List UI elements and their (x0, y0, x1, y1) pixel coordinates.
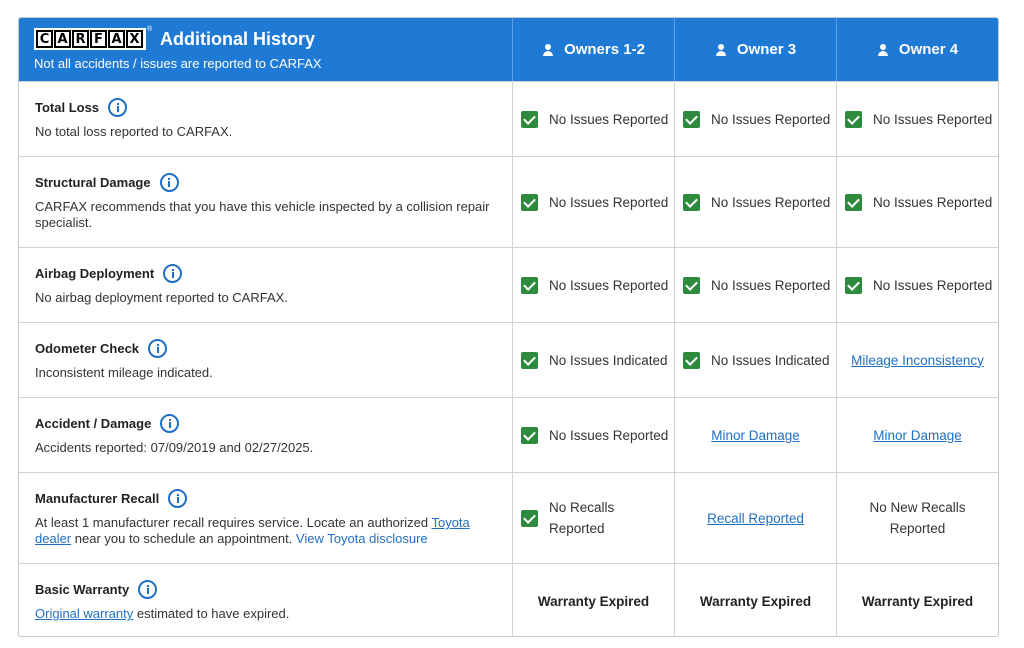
desc-text: At least 1 manufacturer recall requires service. Locate an authorized (35, 515, 432, 530)
check-icon (845, 277, 862, 294)
status-text: No Issues Reported (873, 194, 993, 210)
row-label-cell (19, 322, 513, 397)
check-icon (845, 194, 862, 211)
person-icon (542, 44, 554, 56)
row-title: Total Loss (35, 100, 100, 115)
status-cell (513, 397, 675, 472)
status-cell (837, 397, 998, 472)
recall-reported-link[interactable]: Recall Reported (707, 510, 804, 526)
logo-letter: A (108, 30, 125, 48)
row-label-cell (19, 563, 513, 637)
status-text: No Issues Reported (549, 427, 669, 443)
status-cell (675, 322, 837, 397)
status-cell (513, 472, 675, 563)
check-icon (683, 111, 700, 128)
status-cell (513, 322, 675, 397)
status-text: No Issues Reported (711, 111, 831, 127)
owner-column-3 (837, 18, 998, 81)
status-line: No New Recalls (869, 500, 966, 515)
info-icon[interactable] (160, 173, 179, 192)
header-brand-cell (19, 18, 513, 81)
status-cell (675, 247, 837, 322)
row-label-cell (19, 247, 513, 322)
status-text (549, 497, 614, 539)
toyota-disclosure-link[interactable]: View Toyota disclosure (295, 531, 428, 546)
row-label-cell (19, 81, 513, 156)
check-icon (683, 352, 700, 369)
status-text: Warranty Expired (537, 593, 650, 609)
check-icon (521, 277, 538, 294)
info-icon[interactable] (163, 264, 182, 283)
row-description: No airbag deployment reported to CARFAX. (35, 290, 288, 305)
person-icon (877, 44, 889, 56)
status-cell (675, 156, 837, 247)
person-icon (715, 44, 727, 56)
status-cell (513, 156, 675, 247)
row-total-loss (19, 81, 998, 156)
row-label (35, 339, 167, 358)
row-label (35, 264, 182, 283)
row-label-cell (19, 156, 513, 247)
mileage-inconsistency-link[interactable]: Mileage Inconsistency (851, 352, 984, 368)
check-icon (521, 111, 538, 128)
info-icon[interactable] (168, 489, 187, 508)
status-line: No Recalls (549, 500, 615, 515)
logo-letter: X (126, 30, 143, 48)
row-label (35, 414, 179, 433)
brand-row (34, 28, 315, 50)
status-cell (513, 81, 675, 156)
info-icon[interactable] (138, 580, 157, 599)
row-description (35, 606, 289, 622)
check-icon (683, 194, 700, 211)
status-cell (513, 563, 675, 637)
status-cell (837, 81, 998, 156)
row-title: Basic Warranty (35, 582, 130, 597)
owner-column-2 (675, 18, 837, 81)
row-airbag-deployment (19, 247, 998, 322)
row-label-cell (19, 397, 513, 472)
owner-label: Owners 1-2 (564, 41, 645, 58)
check-icon (683, 277, 700, 294)
carfax-logo (34, 26, 152, 50)
desc-text: estimated to have expired. (133, 606, 290, 621)
desc-text: near you to schedule an appointment. (71, 531, 296, 546)
status-cell (837, 472, 998, 563)
row-accident-damage (19, 397, 998, 472)
row-label (35, 173, 179, 192)
logo-letter: C (36, 30, 53, 48)
row-description: Inconsistent mileage indicated. (35, 365, 213, 380)
info-icon[interactable] (108, 98, 127, 117)
status-cell (837, 156, 998, 247)
info-icon[interactable] (148, 339, 167, 358)
additional-history-table (18, 17, 999, 637)
row-title: Accident / Damage (35, 416, 152, 431)
owner-label: Owner 4 (898, 41, 959, 58)
registered-mark: ® (146, 26, 152, 33)
row-label (35, 489, 187, 508)
check-icon (845, 111, 862, 128)
row-label (35, 98, 127, 117)
status-cell (675, 563, 837, 637)
row-label-cell (19, 472, 513, 563)
status-text: No Issues Reported (549, 111, 669, 127)
owner-label: Owner 3 (736, 41, 797, 58)
row-basic-warranty (19, 563, 998, 637)
row-label (35, 580, 157, 599)
status-cell (675, 397, 837, 472)
status-line: Reported (889, 521, 946, 536)
check-icon (521, 194, 538, 211)
status-cell (837, 247, 998, 322)
row-description: No total loss reported to CARFAX. (35, 124, 233, 139)
original-warranty-link[interactable]: Original warranty (35, 606, 134, 621)
header-subtitle: Not all accidents / issues are reported to CARFAX (34, 56, 322, 71)
status-cell (675, 81, 837, 156)
logo-letter: A (54, 30, 71, 48)
status-text: No Issues Indicated (711, 352, 830, 368)
toyota-dealer-link[interactable]: Toyota dealer (35, 515, 470, 546)
check-icon (521, 510, 538, 527)
status-cell (837, 563, 998, 637)
row-title: Manufacturer Recall (35, 491, 160, 506)
status-text: No Issues Reported (873, 277, 993, 293)
row-structural-damage (19, 156, 998, 247)
check-icon (521, 352, 538, 369)
row-odometer-check (19, 322, 998, 397)
status-text: Warranty Expired (699, 593, 812, 609)
row-manufacturer-recall (19, 472, 998, 563)
logo-letter: R (72, 30, 89, 48)
minor-damage-link[interactable]: Minor Damage (873, 427, 962, 443)
row-title: Airbag Deployment (35, 266, 155, 281)
status-text: No Issues Indicated (549, 352, 668, 368)
row-description: Accidents reported: 07/09/2019 and 02/27/2025. (35, 440, 314, 455)
status-text: No Issues Reported (711, 277, 831, 293)
row-description: CARFAX recommends that you have this vehicle inspected by a collision repair specialist. (35, 199, 490, 230)
owner-column-1 (513, 18, 675, 81)
status-cell (513, 247, 675, 322)
row-description (35, 515, 496, 547)
row-title: Odometer Check (35, 341, 140, 356)
minor-damage-link[interactable]: Minor Damage (711, 427, 800, 443)
status-text: No Issues Reported (711, 194, 831, 210)
status-text: No Issues Reported (873, 111, 993, 127)
status-text (869, 497, 965, 539)
status-cell (837, 322, 998, 397)
status-cell (675, 472, 837, 563)
status-text: No Issues Reported (549, 194, 669, 210)
header-title: Additional History (160, 28, 316, 49)
table-header (19, 18, 998, 81)
info-icon[interactable] (160, 414, 179, 433)
logo-letter: F (90, 30, 107, 48)
status-text: No Issues Reported (549, 277, 669, 293)
status-text: Warranty Expired (861, 593, 974, 609)
check-icon (521, 427, 538, 444)
status-line: Reported (549, 521, 605, 536)
row-title: Structural Damage (35, 175, 151, 190)
